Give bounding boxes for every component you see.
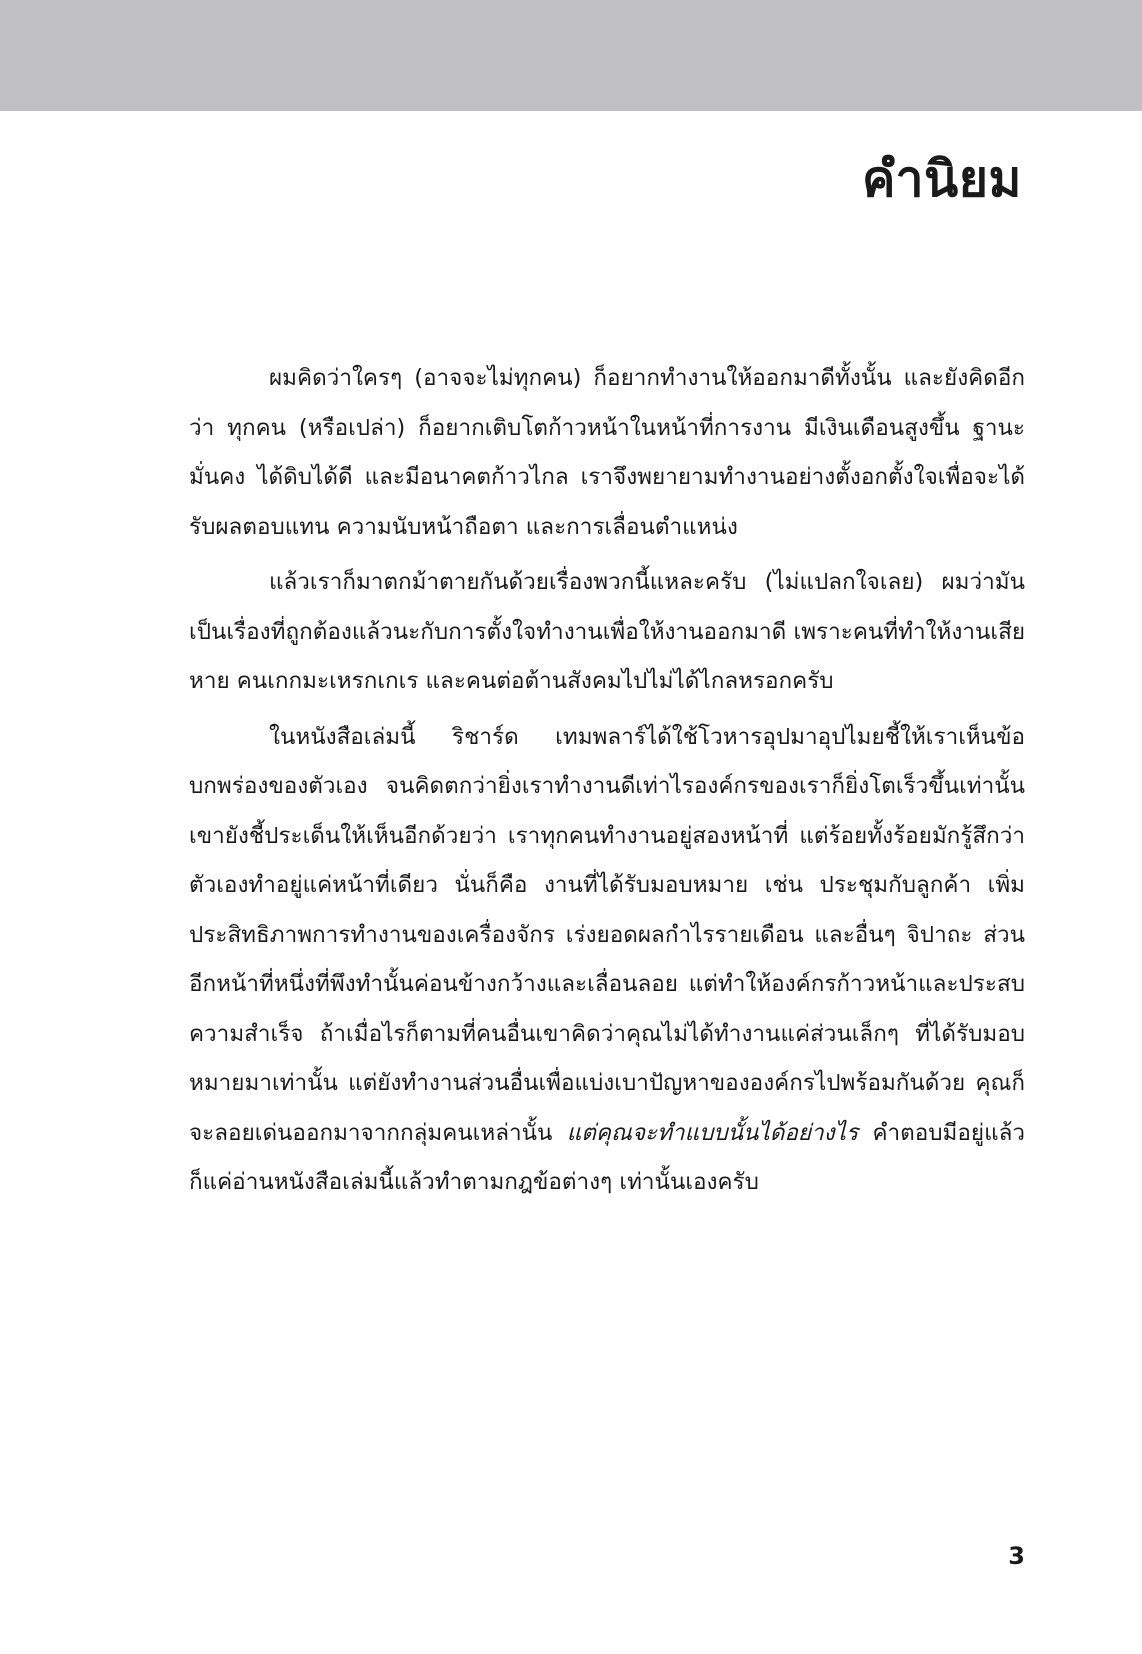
page-number: 3: [1008, 1542, 1025, 1570]
page-title: คำนิยม: [862, 150, 1022, 208]
header-band: [0, 0, 1142, 111]
paragraph-1: ผมคิดว่าใครๆ (อาจจะไม่ทุกคน) ก็อยากทำงานให้ออกมาดีทั้งนั้น และยังคิดอีกว่า ทุกคน (หรือเปล่า) ก็อยากเติบโตก้าวหน้าในหน้าที่การงาน มีเงินเดือนสูงขึ้น ฐานะมั่นคง ได้ดิบได้ดี และมีอนาคตก้าวไกล เราจึงพยายามทำงานอย่างตั้งอกตั้งใจเพื่อจะได้รับผลตอบแทน ความนับหน้าถือตา และการเลื่อนตำแหน่ง: [189, 365, 1025, 540]
paragraph-3-italic-question: แต่คุณจะทำแบบนั้นได้อย่างไร: [566, 1119, 859, 1146]
paragraph-3-text-b: คำตอบมีอยู่แล้ว ก็แค่อ่านหนังสือเล่มนี้แล้วทำตามกฎข้อต่างๆ เท่านั้นเองครับ: [189, 1119, 1026, 1195]
body-text: [189, 354, 1025, 1214]
paragraph-3-text-a: ในหนังสือเล่มนี้ ริชาร์ด เทมพลาร์ได้ใช้โวหารอุปมาอุปไมยชี้ให้เราเห็นข้อบกพร่องของตัวเอง จนคิดตกว่ายิ่งเราทำงานดีเท่าไรองค์กรของเราก็ยิ่งโตเร็วขึ้นเท่านั้น เขายังชี้ประเด็นให้เห็นอีกด้วยว่า เราทุกคนทำงานอยู่สองหน้าที่ แต่ร้อยทั้งร้อยมักรู้สึกว่าตัวเองทำอยู่แค่หน้าที่เดียว นั่นก็คือ งานที่ได้รับมอบหมาย เช่น ประชุมกับลูกค้า เพิ่มประสิทธิภาพการทำงานของเครื่องจักร เร่งยอดผลกำไรรายเดือน และอื่นๆ จิปาถะ ส่วนอีกหน้าที่หนึ่งที่พึงทำนั้นค่อนข้างกว้างและเลื่อนลอย แต่ทำให้องค์กรก้าวหน้าและประสบความสำเร็จ ถ้าเมื่อไรก็ตามที่คนอื่นเขาคิดว่าคุณไม่ได้ทำงานแค่ส่วนเล็กๆ ที่ได้รับมอบหมายมาเท่านั้น แต่ยังทำงานส่วนอื่นเพื่อแบ่งเบาปัญหาขององค์กรไปพร้อมกันด้วย คุณก็จะลอยเด่นออกมาจากกลุ่มคนเหล่านั้น: [189, 723, 1025, 1146]
paragraph-3: [189, 713, 1025, 1208]
paragraph-2: แล้วเราก็มาตกม้าตายกันด้วยเรื่องพวกนี้แหละครับ (ไม่แปลกใจเลย) ผมว่ามันเป็นเรื่องที่ถูกต้องแล้วนะกับการตั้งใจทำงานเพื่อให้งานออกมาดี เพราะคนที่ทำให้งานเสียหาย คนเกกมะเหรกเกเร และคนต่อต้านสังคมไปไม่ได้ไกลหรอกครับ: [189, 569, 1025, 694]
